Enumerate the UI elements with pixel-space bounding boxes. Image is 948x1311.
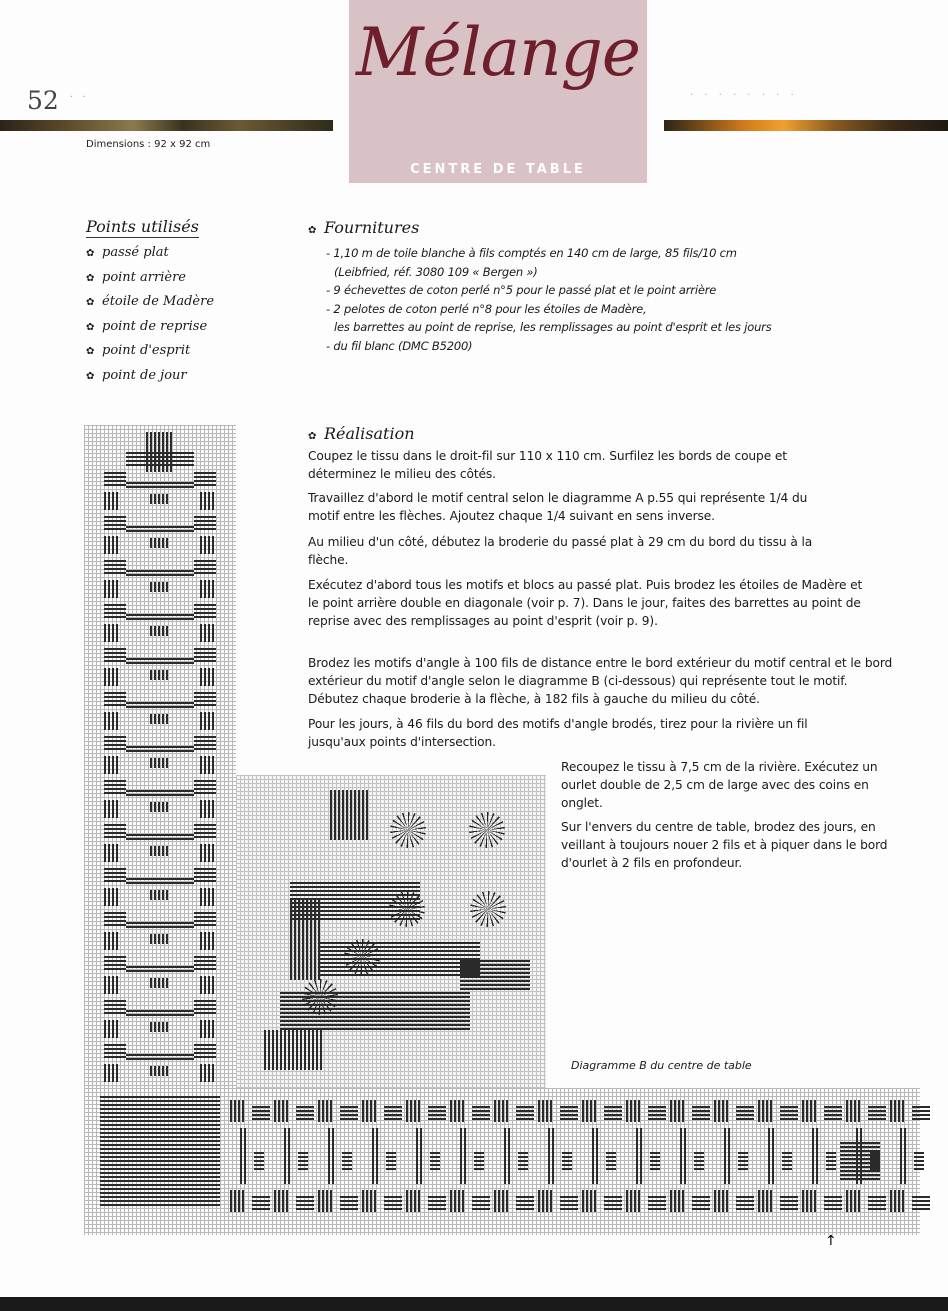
list-item: les barrettes au point de reprise, les remplissages au point d'esprit et les jours bbox=[334, 320, 772, 334]
list-item: - du fil blanc (DMC B5200) bbox=[326, 338, 473, 353]
flower-icon: ✿ bbox=[86, 321, 95, 333]
realisation-title: ✿ Réalisation bbox=[308, 424, 415, 443]
instruction-paragraph: Recoupez le tissu à 7,5 cm de la rivière. Exécutez un ourlet double de 2,5 cm de large avec des coins en onglet. bbox=[561, 760, 878, 810]
flower-icon: ✿ bbox=[86, 346, 95, 357]
list-item: - 2 pelotes de coton perlé n°8 pour les étoiles de Madère, bbox=[326, 301, 647, 316]
page-number-ornament: · · bbox=[70, 92, 89, 103]
flower-icon: ✿ bbox=[86, 248, 95, 259]
flower-icon: ✿ bbox=[86, 370, 95, 382]
list-item: ✿ étoile de Madère bbox=[86, 293, 214, 318]
diagram-caption: Diagramme B du centre de table bbox=[571, 1059, 752, 1072]
header-band-right bbox=[664, 120, 948, 131]
flower-icon: ✿ bbox=[308, 431, 317, 442]
page-title: Mélange bbox=[356, 14, 640, 91]
list-item: - 1,10 m de toile blanche à fils comptés en 140 cm de large, 85 fils/10 cm bbox=[326, 246, 737, 260]
list-item: ✿ passé plat bbox=[86, 244, 214, 269]
page-bottom-edge bbox=[0, 1297, 948, 1311]
list-item: ✿ point de reprise bbox=[86, 318, 214, 343]
points-title: Points utilisés bbox=[86, 217, 199, 236]
list-item: (Leibfried, réf. 3080 109 « Bergen ») bbox=[334, 264, 538, 279]
flower-icon: ✿ bbox=[86, 297, 95, 308]
arrow-up-icon: ↑ bbox=[825, 1233, 837, 1249]
page-subtitle: CENTRE DE TABLE bbox=[410, 162, 586, 177]
instruction-paragraph: Au milieu d'un côté, débutez la broderie du passé plat à 29 cm du bord du tissu à la flèche. bbox=[308, 535, 813, 567]
list-item: - 9 échevettes de coton perlé n°5 pour le passé plat et le point arrière bbox=[326, 283, 717, 297]
diagram-grid-vertical bbox=[84, 425, 236, 1095]
list-item: ✿ point d'esprit bbox=[86, 342, 214, 367]
flower-icon: ✿ bbox=[86, 272, 95, 284]
dimensions-text: Dimensions : 92 x 92 cm bbox=[86, 139, 211, 150]
flower-icon: ✿ bbox=[308, 225, 317, 236]
header-band-left bbox=[0, 120, 333, 131]
page-number: 52 bbox=[27, 86, 59, 115]
instruction-paragraph: Pour les jours, à 46 fils du bord des motifs d'angle brodés, tirez pour la rivière un fil jusqu'aux points d'intersection. bbox=[308, 717, 808, 749]
instruction-paragraph: Sur l'envers du centre de table, brodez des jours, en veillant à toujours nouer 2 fils et à piquer dans le bord d'ourlet à 2 fils en profondeur. bbox=[561, 820, 888, 870]
fournitures-title: ✿ Fournitures bbox=[308, 218, 420, 237]
points-list bbox=[86, 244, 214, 391]
instruction-paragraph: Brodez les motifs d'angle à 100 fils de distance entre le bord extérieur du motif central et le bord extérieur du motif d'angle selon le diagramme B (ci-dessous) qui représente tout le motif. Débutez chaque broderie à la flèche, à 182 fils à gauche du milieu du côté. bbox=[308, 656, 893, 706]
list-item: ✿ point de jour bbox=[86, 367, 214, 392]
diagram-grid-horizontal bbox=[84, 1088, 920, 1235]
list-item: ✿ point arrière bbox=[86, 269, 214, 294]
instruction-paragraph: Coupez le tissu dans le droit-fil sur 110 x 110 cm. Surfilez les bords de coupe et déterminez le milieu des côtés. bbox=[308, 449, 787, 481]
header-ornament-right: · · · · · · · · bbox=[690, 90, 798, 101]
instruction-paragraph: Exécutez d'abord tous les motifs et blocs au passé plat. Puis brodez les étoiles de Madère et le point arrière double en diagonale (voir p. 7). Dans le jour, faites des barrettes au point de reprise avec des remplissages au point d'esprit (voir p. 9). bbox=[308, 578, 863, 628]
diagram-grid-corner bbox=[236, 775, 546, 1088]
fournitures-list bbox=[326, 244, 772, 355]
instruction-paragraph: Travaillez d'abord le motif central selon le diagramme A p.55 qui représente 1/4 du motif entre les flèches. Ajoutez chaque 1/4 suivant en sens inverse. bbox=[308, 491, 808, 523]
